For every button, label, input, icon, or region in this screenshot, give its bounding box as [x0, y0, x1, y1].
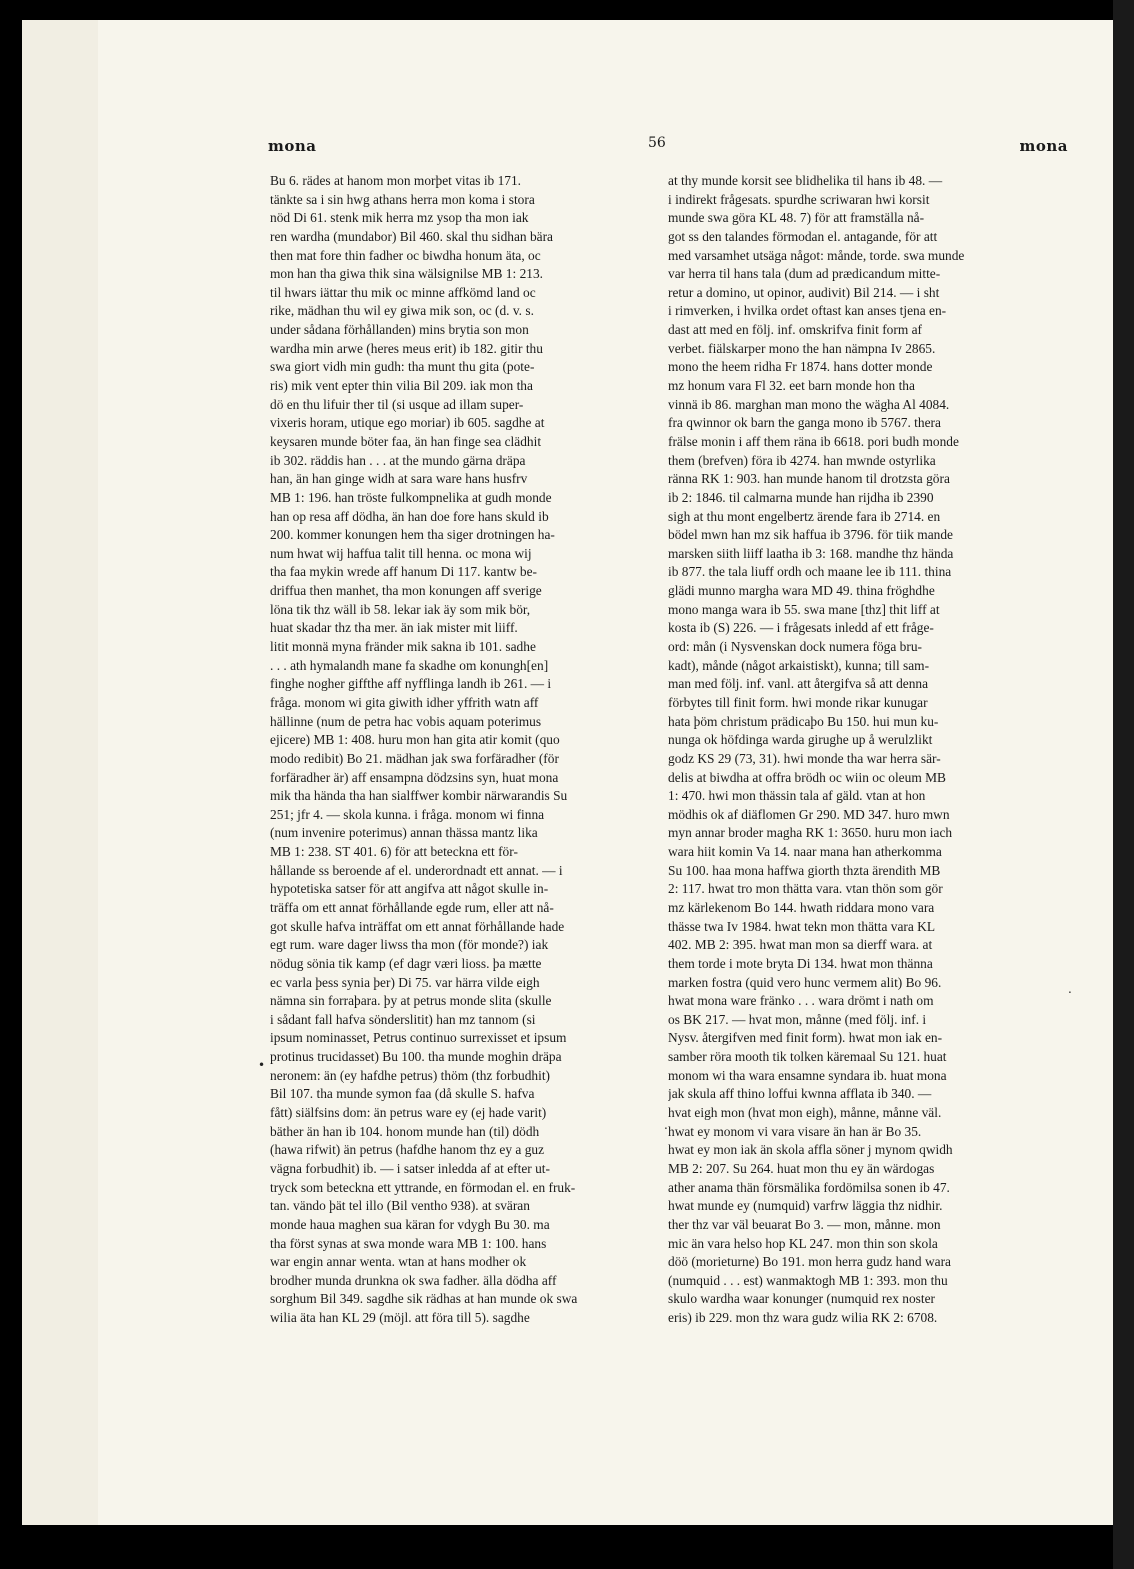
text-line: i rimverken, i hvilka ordet oftast kan anses tjena en- [668, 303, 947, 319]
text-line: keysaren munde böter faa, än han finge sea clädhit [270, 433, 542, 449]
text-line: vägna forbudhit) ib. — i satser inledda af at efter ut- [270, 1160, 550, 1176]
text-line: sorghum Bil 349. sagdhe sik rädhas at han munde ok swa [270, 1291, 578, 1307]
text-line: retur a domino, ut opinor, audivit) Bil 214. — i sht [668, 284, 940, 300]
text-line: ren wardha (mundabor) Bil 460. skal thu sidhan bära [270, 228, 553, 244]
text-line: 402. MB 2: 395. hwat man mon sa dierff wara. at [668, 937, 933, 953]
text-line: finghe nogher giffthe aff nyfflinga landh ib 261. — i [270, 676, 552, 692]
text-line: i indirekt frågesats. spurdhe scriwaran hwi korsit [668, 191, 930, 207]
text-line: man med följ. inf. vanl. att återgifva så att denna [668, 676, 929, 692]
text-line: protinus trucidasset) Bu 100. tha munde moghin dräpa [270, 1049, 562, 1065]
text-line: ord: mån (i Nysvenskan dock numera föga bru- [668, 639, 922, 655]
text-line: (hawa rifwit) än petrus (hafdhe hanom thz ey a guz [270, 1142, 545, 1158]
text-line: fått) siälfsins dom: än petrus ware ey (ej hade varit) [270, 1105, 547, 1121]
text-line: frälse monin i aff them räna ib 6618. pori budh monde [668, 433, 959, 449]
text-line: Nysv. återgifven med finit form). hwat mon iak en- [668, 1030, 943, 1046]
text-line: han op resa aff dödha, än han doe fore hans skuld ib [270, 508, 549, 524]
text-line: hata þöm christum prädicaþo Bu 150. hui mun ku- [668, 713, 939, 729]
text-line: ther thz var väl beuarat Bo 3. — mon, månne. mon [668, 1216, 941, 1232]
text-line: huat skadar thz tha mer. än iak mister mit liiff. [270, 620, 518, 636]
text-line: var herra til hans tala (dum ad prædicandum mitte- [668, 266, 941, 282]
text-line: munde swa göra KL 48. 7) för att framställa nå- [668, 210, 925, 226]
text-line: ib 2: 1846. til calmarna munde han rijdha ib 2390 [668, 489, 934, 505]
text-line: mono the heem ridha Fr 1874. hans dotter monde [668, 359, 933, 375]
text-line: marken fostra (quid vero hunc vermem alit) Bo 96. [668, 974, 942, 990]
text-line: hvat eigh mon (hvat mon eigh), månne, månne väl. [668, 1105, 942, 1121]
text-line: them torde i mote bryta Di 134. hwat mon thänna [668, 955, 933, 971]
text-line: MB 2: 207. Su 264. huat mon thu ey än wärdogas [668, 1160, 935, 1176]
text-line: then mat fore thin fadher oc biwdha honum äta, oc [270, 247, 541, 263]
text-line: os BK 217. — hvat mon, månne (med följ. inf. i [668, 1011, 927, 1027]
page-header [268, 137, 1068, 163]
text-line: sigh at thu mont engelbertz ärende fara ib 2714. en [668, 508, 941, 524]
text-line: myn annar broder magha RK 1: 3650. huru mon iach [668, 825, 953, 841]
text-line: tänkte sa i sin hwg athans herra mon koma i stora [270, 191, 535, 207]
text-line: tryck som beteckna ett yttrande, en förmodan el. en fruk- [270, 1179, 576, 1195]
text-line: fråga. monom wi gita giwith idher yffrith watn aff [270, 694, 539, 710]
text-line: (numquid . . . est) wanmaktogh MB 1: 393. mon thu [668, 1272, 948, 1288]
text-line: 1: 470. hwi mon thässin tala af gäld. vtan at hon [668, 788, 926, 804]
text-line: nunga ok höfdinga warda girughe up å werulzlikt [668, 732, 933, 748]
running-headword-left: mona [268, 137, 317, 155]
text-line: marsken siith liiff laatha ib 3: 168. mandhe thz hända [668, 545, 954, 561]
text-line: monom wi tha wara ensamne syndara ib. huat mona [668, 1067, 947, 1083]
text-line: ris) mik vent epter thin vilia Bil 209. iak mon tha [270, 378, 533, 394]
text-line: mik tha hända tha han sialffwer kombir närwarandis Su [270, 788, 568, 804]
text-line: eris) ib 229. mon thz wara gudz wilia RK 2: 6708. [668, 1310, 938, 1326]
text-line: (num invenire poterimus) annan thässa mantz lika [270, 825, 538, 841]
text-line: nödug sönia tik kamp (ef dagr væri lioss. þa mætte [270, 955, 542, 971]
margin-mark: • [258, 1058, 266, 1072]
text-line: Bil 107. tha munde symon faa (då skulle S. hafva [270, 1086, 535, 1102]
text-line: ather anama thän försmälika fordömilsa sonen ib 47. [668, 1179, 950, 1195]
text-line: num hwat wij haffua talit till henna. oc mona wij [270, 545, 532, 561]
text-line: mono manga wara ib 55. swa mane [thz] thit liff at [668, 601, 940, 617]
margin-mark: . [664, 1118, 668, 1132]
text-line: tan. vändo þät tel illo (Bil ventho 938). at sväran [270, 1198, 530, 1214]
text-line: . . . ath hymalandh mane fa skadhe om konungh[en] [270, 657, 549, 673]
text-line: Su 100. haa mona haffwa giorth thzta ärendith MB [668, 862, 941, 878]
text-line: delis at biwdha at offra brödh oc wiin oc oleum MB [668, 769, 946, 785]
text-line: mon han tha giwa thik sina wälsignilse MB 1: 213. [270, 266, 543, 282]
text-line: dast att med en följ. inf. omskrifva finit form af [668, 322, 922, 338]
text-line: tha faa mykin wrede aff hanum Di 117. kantw be- [270, 564, 537, 580]
text-line: nämna sin forraþara. þy at petrus monde slita (skulle [270, 993, 552, 1009]
text-line: thässe twa Iv 1984. hwat tekn mon thätta vara KL [668, 918, 935, 934]
text-line: under sådana förhållanden) mins brytia son mon [270, 322, 529, 338]
left-text-column [270, 172, 654, 1328]
text-line: got skulle hafva inträffat om ett annat förhållande hade [270, 918, 565, 934]
running-headword-right: mona [1019, 137, 1068, 155]
text-line: mz honum vara Fl 32. eet barn monde hon tha [668, 378, 915, 394]
text-line: hwat mona ware fränko . . . wara drömt i nath om [668, 993, 934, 1009]
text-line: at thy munde korsit see blidhelika til hans ib 48. — [668, 173, 943, 188]
text-line: kadt), månde (något arkaistiskt), kunna; till sam- [668, 657, 930, 673]
text-line: glädi munno margha wara MD 49. thina fröghdhe [668, 583, 935, 599]
text-line: hwat ey mon iak än skola affla söner j mynom qwidh [668, 1142, 953, 1158]
text-line: hypotetiska satser för att angifva att något skulle in- [270, 881, 549, 897]
text-line: kosta ib (S) 226. — i frågesats inledd af ett fråge- [668, 620, 934, 636]
text-line: MB 1: 238. ST 401. 6) för att beteckna ett för- [270, 844, 518, 860]
text-line: egt rum. ware dager liwss tha mon (för monde?) iak [270, 937, 549, 953]
margin-mark: . [1068, 982, 1072, 996]
text-line: monde haua maghen sua käran for vdygh Bu 30. ma [270, 1216, 550, 1232]
text-line: wara hiit komin Va 14. naar mana han atherkomma [668, 844, 942, 860]
text-line: han, än han ginge widh at sara ware hans husfrv [270, 471, 528, 487]
text-line: ib 877. the tala liuff ordh och maane lee ib 111. thina [668, 564, 952, 580]
text-line: verbet. fiälskarper mono the han nämpna Iv 2865. [668, 340, 936, 356]
text-line: 2: 117. hwat tro mon thätta vara. vtan thön som gör [668, 881, 943, 897]
text-line: wardha min arwe (heres meus erit) ib 182. gitir thu [270, 340, 543, 356]
text-line: förbytes till finit form. hwi monde rikar kunugar [668, 694, 928, 710]
text-line: 251; jfr 4. — skola kunna. i fråga. monom wi finna [270, 806, 545, 822]
text-line: tha först synas at swa monde wara MB 1: 100. hans [270, 1235, 547, 1251]
text-line: hällinne (num de petra hac vobis aquam poterimus [270, 713, 542, 729]
text-line: neronem: än (ey hafdhe petrus) thöm (thz forbudhit) [270, 1067, 550, 1083]
text-line: MB 1: 196. han tröste fulkompnelika at gudh monde [270, 489, 552, 505]
text-line: dö en thu lifuir ther til (si usque ad illam super- [270, 396, 524, 412]
text-line: nöd Di 61. stenk mik herra mz ysop tha mon iak [270, 210, 529, 226]
text-line: mic än vara helso hop KL 247. mon thin son skola [668, 1235, 938, 1251]
text-line: got ss den talandes förmodan el. antagande, för att [668, 228, 938, 244]
text-line: modo redibit) Bo 21. mädhan jak swa forfäradher (för [270, 750, 559, 766]
text-line: bödel mwn han mz sik haffua ib 3796. för tiik mande [668, 527, 953, 543]
text-line: ejicere) MB 1: 408. huru mon han gita atir komit (quo [270, 732, 560, 748]
text-line: hwat munde ey (numquid) varfrw läggia thz nidhir. [668, 1198, 943, 1214]
text-line: Bu 6. rädes at hanom mon morþet vitas ib 171. [270, 173, 522, 188]
text-line: med varsamhet utsäga något: månde, torde. swa munde [668, 247, 965, 263]
text-line: mödhis ok af diäflomen Gr 290. MD 347. huro mwn [668, 806, 950, 822]
text-line: hållande ss beroende af el. underordnadt ett annat. — i [270, 862, 563, 878]
text-line: swa giort vidh min gudh: tha munt thu gita (pote- [270, 359, 535, 375]
text-line: til hwars iättar thu mik oc minne affkömd land oc [270, 284, 536, 300]
page-number: 56 [648, 135, 666, 151]
text-line: bäther än han ib 104. honom munde han (til) dödh [270, 1123, 540, 1139]
text-line: rike, mädhan thu wil ey giwa mik son, oc (d. v. s. [270, 303, 534, 319]
text-line: vinnä ib 86. marghan man mono the wägha Al 4084. [668, 396, 950, 412]
text-line: mz kärlekenom Bo 144. hwath riddara mono vara [668, 899, 935, 915]
text-line: samber röra mooth tik tolken käremaal Su 121. huat [668, 1049, 947, 1065]
text-line: wilia äta han KL 29 (möjl. att föra till 5). sagdhe [270, 1310, 530, 1326]
text-line: skulo wardha waar konunger (numquid rex noster [668, 1291, 935, 1307]
text-line: 200. kommer konungen hem tha siger drotningen ha- [270, 527, 555, 543]
text-line: hwat ey monom vi vara visare än han är Bo 35. [668, 1123, 922, 1139]
text-line: fra qwinnor ok barn the ganga mono ib 5767. thera [668, 415, 941, 431]
text-line: löna tik thz wäll ib 58. lekar iak äy som mik bör, [270, 601, 531, 617]
text-line: träffa om ett annat förhållande egde rum, eller att nå- [270, 899, 554, 915]
text-line: ec varla þess synia þer) Di 75. var härra vilde eigh [270, 974, 540, 990]
text-line: ib 302. räddis han . . . at the mundo gärna dräpa [270, 452, 526, 468]
scan-edge-strip [1113, 0, 1134, 1569]
text-line: döö (morieturne) Bo 191. mon herra gudz hand wara [668, 1254, 951, 1270]
text-line: jak skula aff thino loffui kwnna afflata ib 340. — [668, 1086, 932, 1102]
text-line: brodher munda drunkna ok swa fadher. älla dödha aff [270, 1272, 557, 1288]
text-line: war engin annar wenta. wtan at hans modher ok [270, 1254, 527, 1270]
text-line: them (brefven) föra ib 4274. han mwnde ostyrlika [668, 452, 936, 468]
text-line: forfäradher är) aff ensampna dödzsins syn, huat mona [270, 769, 559, 785]
text-line: ipsum nominasset, Petrus continuo surrexisset et ipsum [270, 1030, 567, 1046]
right-text-column [668, 172, 1060, 1328]
text-line: godz KS 29 (73, 31). hwi monde tha war herra sär- [668, 750, 941, 766]
text-line: ränna RK 1: 903. han munde hanom til drotzsta göra [668, 471, 950, 487]
text-line: i sådant fall hafva sönderslitit) han mz tannom (si [270, 1011, 536, 1027]
text-line: litit monnä myna fränder mik sakna ib 101. sadhe [270, 639, 536, 655]
text-line: vixeris horam, utique ego moriar) ib 605. sagdhe at [270, 415, 545, 431]
text-line: driffua then manhet, tha mon konungen aff sverige [270, 583, 542, 599]
